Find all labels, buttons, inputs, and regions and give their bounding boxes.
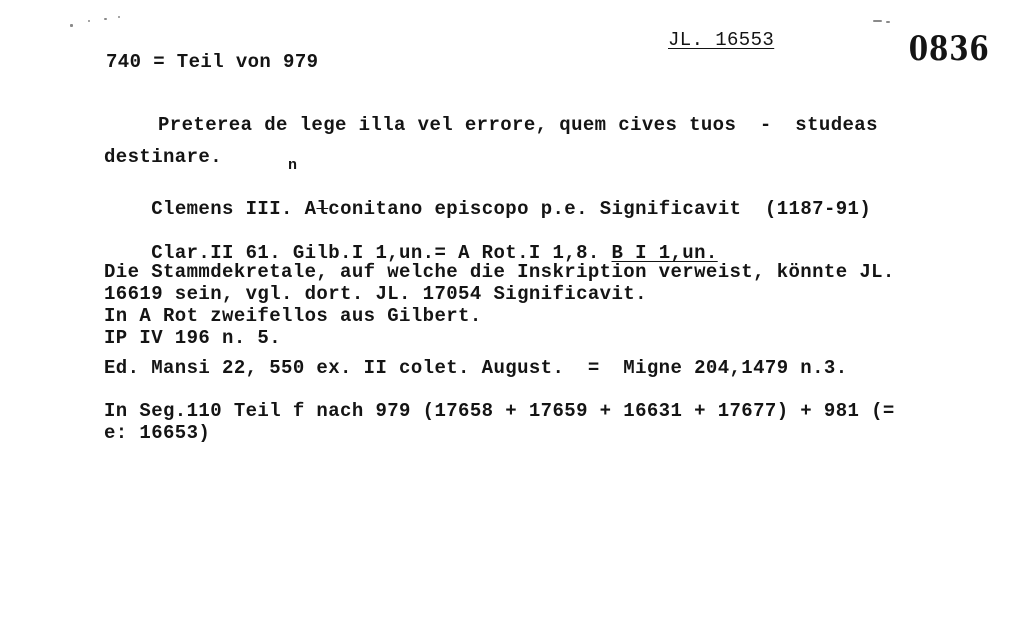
address-after: conitano episcopo p.e. Significavit (1187-91) (328, 198, 872, 220)
edition-line: Ed. Mansi 22, 550 ex. II colet. August. = Migne 204,1479 n.3. (104, 357, 848, 379)
incipit-line-2: destinare. (104, 146, 223, 168)
commentary-line: IP IV 196 n. 5. (104, 327, 282, 349)
scan-speck (104, 18, 107, 20)
segusio-line: In Seg.110 Teil f nach 979 (17658 + 17659 + 16631 + 17677) + 981 (= (104, 400, 895, 422)
scan-speck (118, 16, 120, 18)
collections-underlined: B I 1,un. (611, 242, 718, 264)
scan-speck (873, 20, 882, 22)
jaffe-reference: JL. 16553 (668, 29, 775, 51)
header-cross-reference: 740 = Teil von 979 (106, 51, 319, 73)
address-before: Clemens III. A (151, 198, 317, 220)
correction-mark: n (288, 157, 298, 174)
segusio-line: e: 16653) (104, 422, 211, 444)
scan-speck (70, 24, 73, 27)
address-struck-letter: l (316, 198, 329, 220)
commentary-line: 16619 sein, vgl. dort. JL. 17054 Significavit. (104, 283, 647, 305)
commentary-line: In A Rot zweifellos aus Gilbert. (104, 305, 482, 327)
incipit-line-1: Preterea de lege illa vel errore, quem cives tuos - studeas (158, 114, 878, 136)
collections-main: Clar.II 61. Gilb.I 1,un.= A Rot.I 1,8. (151, 242, 612, 264)
scan-speck (886, 21, 890, 23)
card-number: 0836 (909, 29, 990, 69)
scan-speck (88, 20, 90, 22)
commentary-line: Die Stammdekretale, auf welche die Inskription verweist, könnte JL. (104, 261, 895, 283)
